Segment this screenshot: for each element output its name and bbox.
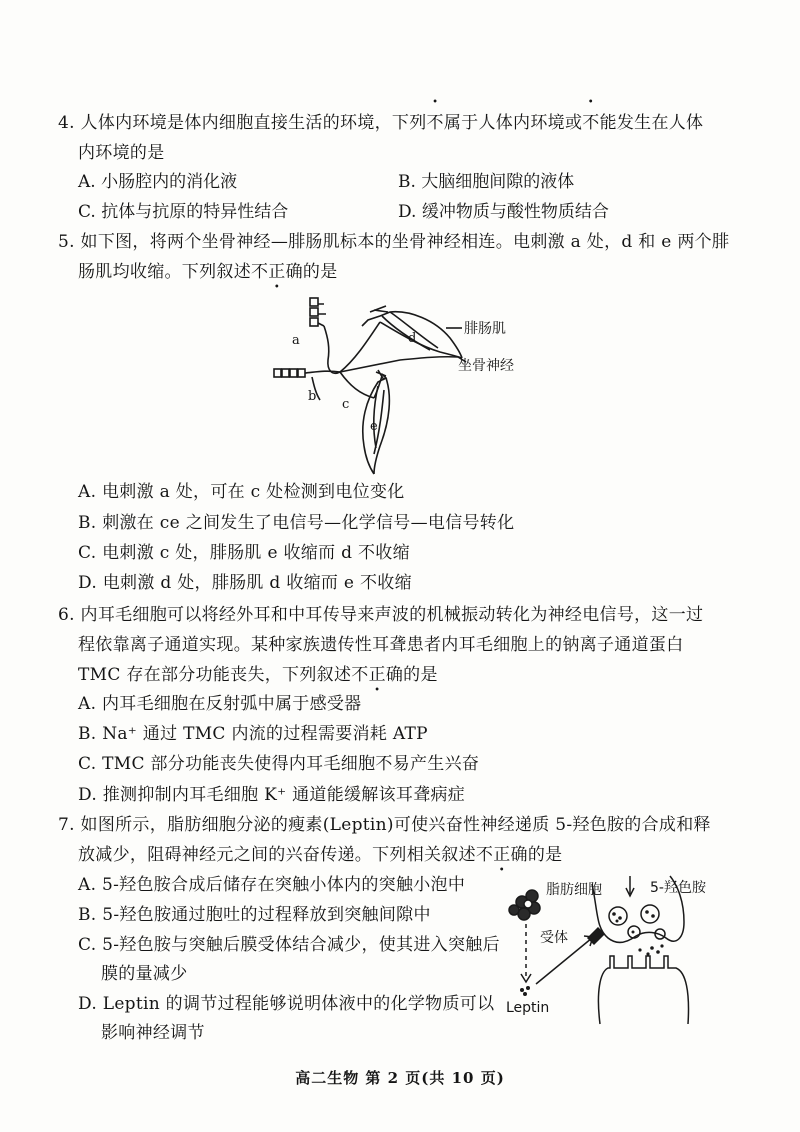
q5-stem-line2: 肠肌均收缩。下列叙述不正确的是 [78, 262, 338, 282]
q6-stem-line2: 程依靠离子通道实现。某种家族遗传性耳聋患者内耳毛细胞上的钠离子通道蛋白 [78, 635, 684, 655]
label-leptin: Leptin [506, 1000, 550, 1016]
q7-stem-line1: 7. 如图所示，脂肪细胞分泌的瘦素(Leptin)可使兴奋性神经递质 5-羟色胺的合成和释 [58, 815, 711, 835]
q7-option-a: A. 5-羟色胺合成后储存在突触小体内的突触小泡中 [78, 875, 466, 895]
q7-leptin-synapse-figure [500, 872, 725, 1027]
q4-stem-line1: 4. 人体内环境是体内细胞直接生活的环境，下列不属于人体内环境或不能发生在人体 [58, 113, 704, 133]
label-gastrocnemius: 腓肠肌 [464, 321, 506, 337]
q7-option-c-line1: C. 5-羟色胺与突触后膜受体结合减少，使其进入突触后 [78, 935, 500, 955]
q6-option-b: B. Na⁺ 通过 TMC 内流的过程需要消耗 ATP [78, 724, 428, 744]
label-a: a [292, 333, 300, 348]
q6-option-c: C. TMC 部分功能丧失使得内耳毛细胞不易产生兴奋 [78, 754, 480, 774]
q5-option-b: B. 刺激在 ce 之间发生了电信号—化学信号—电信号转化 [78, 513, 515, 533]
q7-stem-line2: 放减少，阻碍神经元之间的兴奋传递。下列相关叙述不正确的是 [78, 845, 563, 865]
label-c: c [342, 397, 350, 412]
fat-cell-icon [509, 890, 540, 920]
q6-stem-line3: TMC 存在部分功能丧失，下列叙述不正确的是 [78, 665, 438, 685]
label-d: d [408, 331, 417, 346]
q4-option-a: A. 小肠腔内的消化液 [78, 172, 238, 192]
label-receptor: 受体 [540, 930, 568, 946]
label-sciatic-nerve: 坐骨神经 [458, 358, 514, 374]
q5-option-c: C. 电刺激 c 处，腓肠肌 e 收缩而 d 不收缩 [78, 543, 410, 563]
q4-option-b: B. 大脑细胞间隙的液体 [398, 172, 575, 192]
q7-option-c-line2: 膜的量减少 [101, 964, 188, 984]
q7-option-d-line2: 影响神经调节 [101, 1023, 205, 1043]
q5-stem-line1: 5. 如下图，将两个坐骨神经—腓肠肌标本的坐骨神经相连。电刺激 a 处，d 和 e 两个腓 [58, 232, 730, 252]
q6-stem-line1: 6. 内耳毛细胞可以将经外耳和中耳传导来声波的机械振动转化为神经电信号，这一过 [58, 605, 704, 625]
label-b: b [308, 389, 317, 404]
q4-option-c: C. 抗体与抗原的特异性结合 [78, 202, 289, 222]
emphasis-mark: 不正确 [251, 262, 303, 282]
label-fat-cell: 脂肪细胞 [546, 882, 602, 898]
label-serotonin: 5-羟色胺 [650, 880, 706, 896]
q7-option-b: B. 5-羟色胺通过胞吐的过程释放到突触间隙中 [78, 905, 431, 925]
q4-stem-line2: 内环境的是 [78, 143, 165, 163]
page-footer: 高二生物 第 2 页(共 10 页) [295, 1069, 505, 1087]
q5-option-d: D. 电刺激 d 处，腓肠肌 d 收缩而 e 不收缩 [78, 573, 412, 593]
q6-option-d: D. 推测抑制内耳毛细胞 K⁺ 通道能缓解该耳聋病症 [78, 785, 466, 805]
emphasis-mark: 不正确 [351, 665, 404, 685]
q5-option-a: A. 电刺激 a 处，可在 c 处检测到电位变化 [78, 482, 405, 502]
emphasis-mark: 不正确 [475, 845, 528, 865]
q5-nerve-muscle-figure [270, 290, 540, 475]
q7-option-d-line1: D. Leptin 的调节过程能够说明体液中的化学物质可以 [78, 994, 495, 1014]
emphasis-mark: 不 [582, 113, 600, 133]
q6-option-a: A. 内耳毛细胞在反射弧中属于感受器 [78, 694, 362, 714]
emphasis-mark: 不 [426, 113, 444, 133]
label-e: e [370, 419, 378, 434]
q4-option-d: D. 缓冲物质与酸性物质结合 [398, 202, 609, 222]
